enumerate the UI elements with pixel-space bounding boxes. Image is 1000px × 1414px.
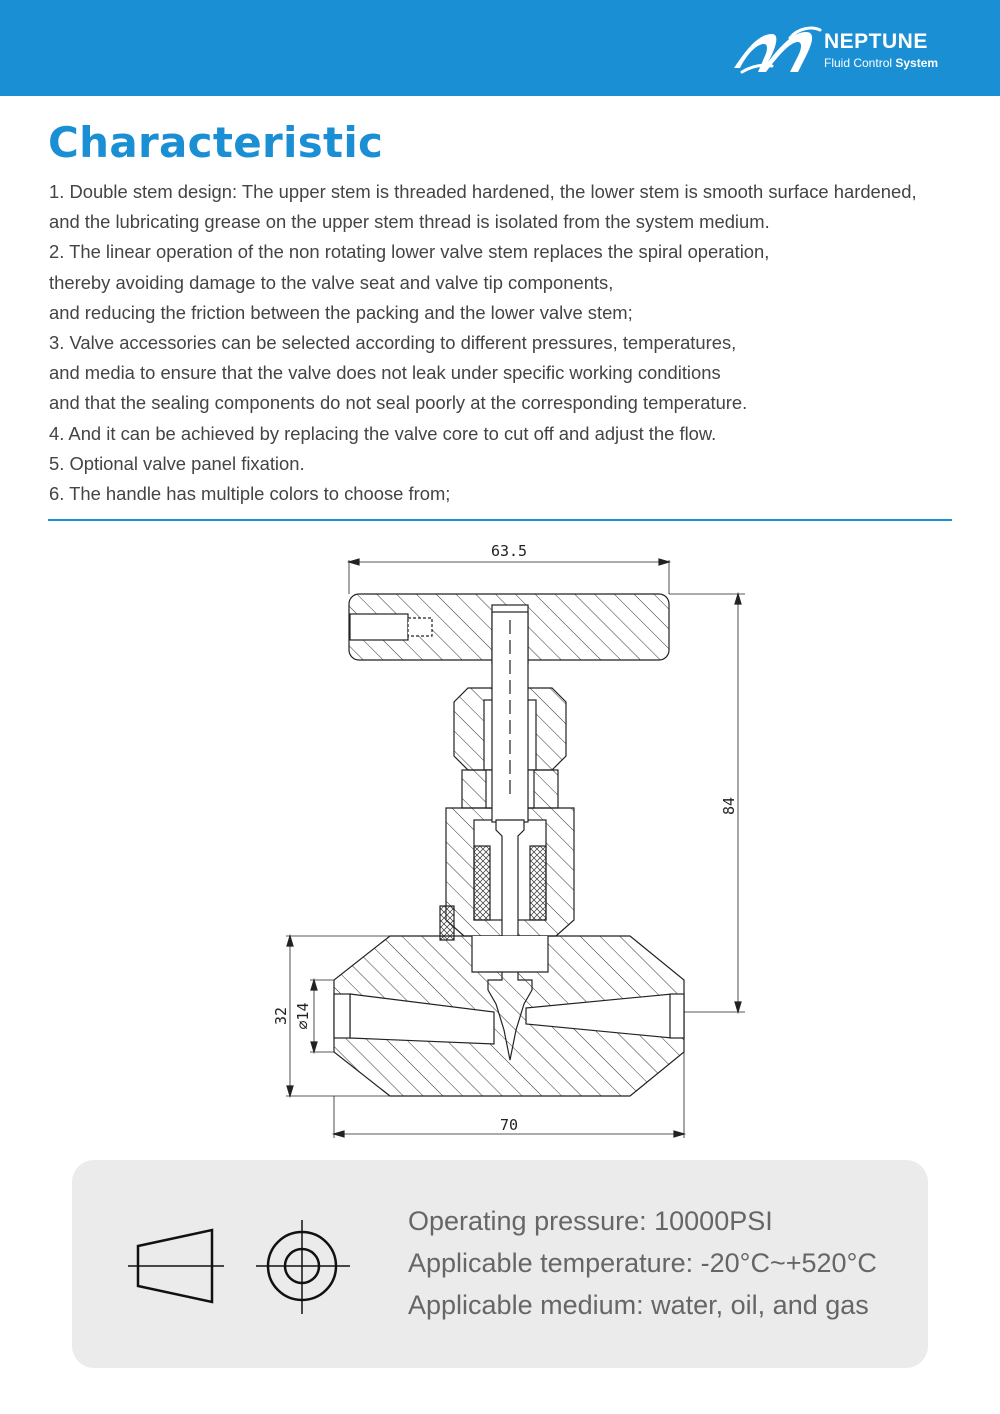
spec-operating-pressure: Operating pressure: 10000PSI [408, 1206, 773, 1236]
first-angle-projection-icon [120, 1210, 360, 1320]
brand-logo [732, 26, 962, 78]
valve-technical-drawing [250, 530, 770, 1150]
spec-applicable-temperature: Applicable temperature: -20°C~+520°C [408, 1248, 877, 1278]
dim-port-diameter: ⌀14 [294, 1002, 312, 1030]
section-title: Characteristic [48, 118, 384, 167]
header-bar [0, 0, 1000, 96]
characteristic-line: 1. Double stem design: The upper stem is threaded hardened, the lower stem is smooth surface hardened, [49, 181, 917, 202]
characteristic-line: 6. The handle has multiple colors to choose from; [49, 483, 451, 505]
characteristic-line: thereby avoiding damage to the valve seat and valve tip components, [49, 271, 614, 293]
characteristic-line: and that the sealing components do not seal poorly at the corresponding temperature. [49, 392, 748, 414]
characteristic-line: and media to ensure that the valve does not leak under specific working conditions [49, 362, 721, 384]
characteristic-line: 4. And it can be achieved by replacing the valve core to cut off and adjust the flow. [49, 422, 717, 444]
spec-list [408, 1200, 877, 1326]
spec-applicable-medium: Applicable medium: water, oil, and gas [408, 1290, 869, 1320]
dim-overall-height: 84 [720, 796, 738, 816]
dim-body-width: 70 [499, 1116, 519, 1134]
characteristic-line: and reducing the friction between the packing and the lower valve stem; [49, 301, 633, 323]
characteristic-line: 2. The linear operation of the non rotating lower valve stem replaces the spiral operation, [49, 241, 770, 263]
brand-tagline [824, 56, 938, 70]
brand-tagline-bold: System [895, 56, 939, 70]
brand-name: NEPTUNE [824, 30, 928, 53]
brand-tagline-light: Fluid Control [824, 56, 896, 70]
characteristics-list [49, 177, 949, 509]
dim-handle-width: 63.5 [490, 542, 528, 560]
characteristic-line: and the lubricating grease on the upper stem thread is isolated from the system medium. [49, 211, 770, 233]
neptune-logo-icon [732, 26, 822, 78]
dim-body-height: 32 [272, 1006, 290, 1026]
characteristic-line: 5. Optional valve panel fixation. [49, 452, 305, 474]
section-divider [48, 519, 952, 521]
characteristic-line: 3. Valve accessories can be selected according to different pressures, temperatures, [49, 332, 737, 354]
